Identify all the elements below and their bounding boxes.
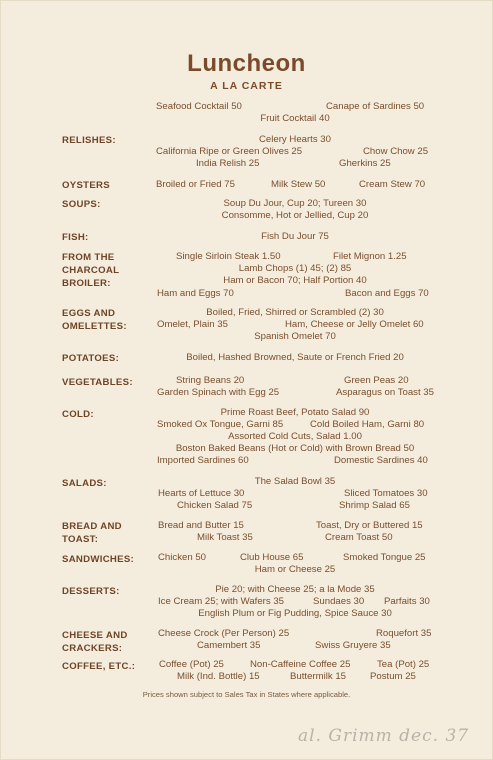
menu-item: Domestic Sardines 40	[334, 455, 428, 466]
menu-item: Cheese Crock (Per Person) 25	[158, 628, 290, 639]
menu-item: Cream Stew 70	[359, 179, 426, 190]
menu-item: Canape of Sardines 50	[326, 101, 425, 112]
menu-item: Consomme, Hot or Jellied, Cup 20	[221, 210, 369, 221]
menu-item: Milk (Ind. Bottle) 15	[177, 671, 260, 682]
menu-item: Ice Cream 25; with Wafers 35	[158, 596, 285, 607]
menu-item: Ham and Eggs 70	[157, 288, 234, 299]
section-label-fish: FISH:	[62, 232, 89, 243]
menu-item: Boiled, Fried, Shirred or Scrambled (2) 30	[206, 307, 384, 318]
menu-item: Celery Hearts 30	[259, 134, 331, 145]
menu-item: Ham, Cheese or Jelly Omelet 60	[285, 319, 424, 330]
menu-item: Bread and Butter 15	[158, 520, 244, 531]
menu-item: Lamb Chops (1) 45; (2) 85	[238, 263, 352, 274]
menu-item: Assorted Cold Cuts, Salad 1.00	[228, 431, 362, 442]
menu-item: Fruit Cocktail 40	[260, 113, 330, 124]
menu-item: Soup Du Jour, Cup 20; Tureen 30	[223, 198, 367, 209]
section-label-potatoes: POTATOES:	[62, 353, 120, 364]
menu-item: Non-Caffeine Coffee 25	[250, 659, 351, 670]
section-label-sandwiches: SANDWICHES:	[62, 554, 135, 565]
menu-item: English Plum or Fig Pudding, Spice Sauce 30	[198, 608, 392, 619]
menu-item: California Ripe or Green Olives 25	[156, 146, 303, 157]
section-label-vegetables: VEGETABLES:	[62, 377, 133, 388]
menu-title: Luncheon	[187, 50, 306, 77]
menu-item: Toast, Dry or Buttered 15	[316, 520, 423, 531]
menu-item: Hearts of Lettuce 30	[158, 488, 245, 499]
menu-item: Single Sirloin Steak 1.50	[176, 251, 281, 262]
menu-item: Cream Toast 50	[325, 532, 393, 543]
section-label-soups: SOUPS:	[62, 199, 101, 210]
menu-item: Garden Spinach with Egg 25	[157, 387, 280, 398]
menu-item: Asparagus on Toast 35	[336, 387, 434, 398]
section-label-charcoal-3: BROILER:	[62, 278, 111, 289]
menu-item: Coffee (Pot) 25	[159, 659, 224, 670]
menu-item: Chicken 50	[158, 552, 206, 563]
menu-item: Tea (Pot) 25	[377, 659, 430, 670]
menu-item: Roquefort 35	[376, 628, 432, 639]
section-label-cheese-2: CRACKERS:	[62, 643, 123, 654]
menu-item: Sliced Tomatoes 30	[344, 488, 428, 499]
menu-item: Boston Baked Beans (Hot or Cold) with Brown Bread 50	[175, 443, 415, 454]
menu-item: Omelet, Plain 35	[157, 319, 228, 330]
section-label-relishes: RELISHES:	[62, 135, 116, 146]
menu-item: Chicken Salad 75	[177, 500, 253, 511]
menu-subtitle: A LA CARTE	[210, 80, 283, 92]
menu-item: Buttermilk 15	[290, 671, 346, 682]
menu-item: Chow Chow 25	[363, 146, 429, 157]
menu-item: Postum 25	[370, 671, 416, 682]
menu-item: Pie 20; with Cheese 25; a la Mode 35	[215, 584, 375, 595]
menu-item: The Salad Bowl 35	[254, 476, 336, 487]
menu-item: Club House 65	[240, 552, 304, 563]
menu-item: Swiss Gruyere 35	[315, 640, 391, 651]
menu-item: Broiled or Fried 75	[156, 179, 235, 190]
menu-item: Prime Roast Beef, Potato Salad 90	[220, 407, 370, 418]
menu-item: Green Peas 20	[344, 375, 409, 386]
menu-item: Smoked Ox Tongue, Garni 85	[157, 419, 284, 430]
menu-item: Filet Mignon 1.25	[333, 251, 407, 262]
menu-item: Camembert 35	[197, 640, 261, 651]
menu-item: Ham or Bacon 70; Half Portion 40	[223, 275, 367, 286]
menu-item: Cold Boiled Ham, Garni 80	[310, 419, 425, 430]
menu-item: Gherkins 25	[339, 158, 391, 169]
menu-item: String Beans 20	[176, 375, 245, 386]
section-label-desserts: DESSERTS:	[62, 586, 120, 597]
menu-item: Seafood Cocktail 50	[156, 101, 242, 112]
menu-item: Parfaits 30	[384, 596, 430, 607]
menu-item: Spanish Omelet 70	[254, 331, 336, 342]
section-label-bread-2: TOAST:	[62, 534, 99, 545]
menu-item: Shrimp Salad 65	[339, 500, 410, 511]
menu-item: Fish Du Jour 75	[261, 231, 329, 242]
section-label-charcoal-1: FROM THE	[62, 252, 115, 263]
menu-item: Bacon and Eggs 70	[345, 288, 429, 299]
menu-item: India Relish 25	[196, 158, 260, 169]
section-label-cold: COLD:	[62, 409, 94, 420]
section-label-eggs-1: EGGS AND	[62, 308, 116, 319]
section-label-bread-1: BREAD AND	[62, 521, 122, 532]
menu-item: Ham or Cheese 25	[254, 564, 336, 575]
section-label-coffee: COFFEE, ETC.:	[62, 661, 136, 672]
menu-item: Smoked Tongue 25	[343, 552, 426, 563]
menu-item: Milk Toast 35	[197, 532, 253, 543]
menu-item: Boiled, Hashed Browned, Saute or French Fried 20	[186, 352, 404, 363]
section-label-oysters: OYSTERS	[62, 180, 110, 191]
section-label-eggs-2: OMELETTES:	[62, 321, 127, 332]
menu-item: Milk Stew 50	[271, 179, 326, 190]
tax-note: Prices shown subject to Sales Tax in States where applicable.	[142, 690, 351, 699]
section-label-cheese-1: CHEESE AND	[62, 630, 128, 641]
menu-item: Sundaes 30	[313, 596, 365, 607]
section-label-charcoal-2: CHARCOAL	[62, 265, 120, 276]
handwritten-signature: al. Grimm dec. 37	[298, 726, 470, 746]
menu-item: Imported Sardines 60	[157, 455, 249, 466]
section-label-salads: SALADS:	[62, 478, 107, 489]
